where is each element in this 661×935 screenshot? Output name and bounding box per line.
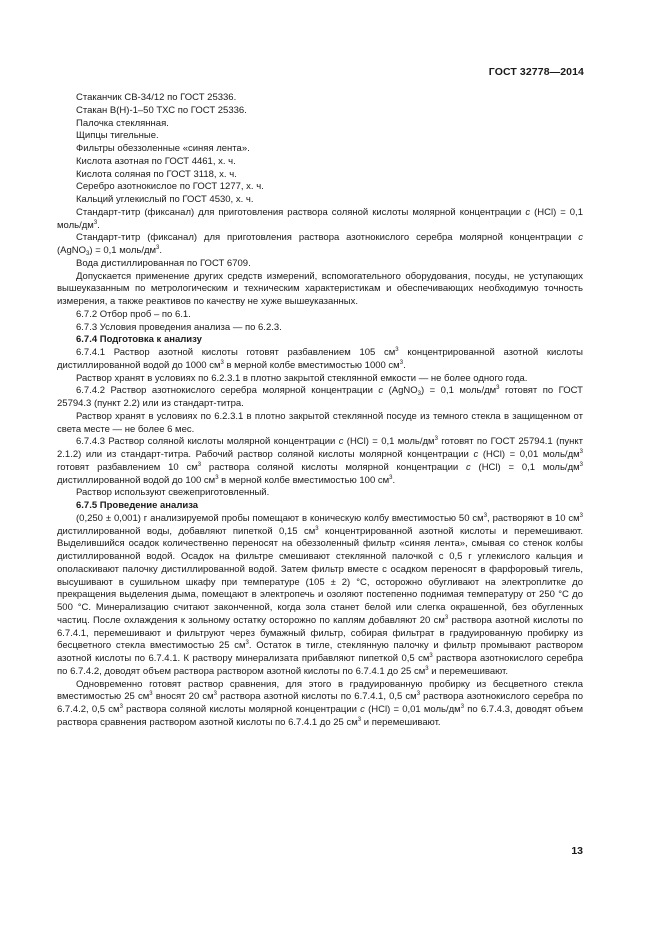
section-6-7-2: 6.7.2 Отбор проб – по 6.1. (76, 308, 191, 320)
storage-paragraph-1: Раствор хранят в условиях по 6.2.3.1 в плотно закрытой стеклянной емкости — не более одного года. (76, 372, 528, 384)
paragraph-6-7-4-2: 6.7.4.2 Раствор азотнокислого серебра молярной концентрации с (AgNO$_3$) = 0,1 моль/$дм^3$ готовят по ГОСТ 25794.3 (пункт 2.2) или из стандарт-титра. (57, 385, 583, 409)
document-body (57, 92, 583, 730)
paragraph-6-7-4-3: 6.7.4.3 Раствор соляной кислоты молярной концентрации с (HCl) = 0,1 моль/$дм^3$ готовят по ГОСТ 25794.1 (пункт 2.1.2) или из стандарт-титра. Рабочий раствор соляной кислоты молярной концентрации с (HCl) = 0,01 моль/$дм^3$ готовят разбавлением 10 $см^3$ раствора соляной кислоты молярной концентрации с (HCl) = 0,1 моль/$дм^3$ дистиллированной водой до 100 $см^3$ в мерной колбе вместимостью 100 $см^3$. (57, 436, 583, 486)
storage-paragraph-2: Раствор хранят в условиях по 6.2.3.1 в плотно закрытой стеклянной посуде из темного стекла в защищенном от света месте — не более 6 мес. (57, 410, 583, 435)
titr-agno3-paragraph: Стандарт-титр (фиксанал) для приготовления раствора азотнокислого серебра молярной концентрации с (AgNO$_3$) = 0,1 моль/$дм^3$. (57, 232, 583, 257)
equipment-item: Стакан В(Н)-1–50 ТХС по ГОСТ 25336. (76, 104, 247, 116)
allowance-paragraph: Допускается применение других средств измерений, вспомогательного оборудования, посуды, не уступающих вышеуказанным по метрологическим и техническим характеристикам и обеспечивающих необходимую точность измерения, а также реактивов по качеству не хуже вышеуказанных. (57, 270, 583, 307)
section-heading-6-7-5: 6.7.5 Проведение анализа (76, 500, 199, 511)
equipment-item: Щипцы тигельные. (76, 130, 159, 142)
standard-header: ГОСТ 32778—2014 (488, 66, 584, 78)
page-number: 13 (571, 845, 583, 857)
fresh-solution-note: Раствор используют свежеприготовленный. (76, 487, 270, 499)
equipment-item: Палочка стеклянная. (76, 117, 169, 129)
equipment-item: Фильтры обеззоленные «синяя лента». (76, 143, 250, 154)
equipment-item: Кальций углекислый по ГОСТ 4530, х. ч. (76, 194, 254, 205)
paragraph-analysis-procedure: (0,250 ± 0,001) г анализируемой пробы помещают в коническую колбу вместимостью 50 $см^3$, растворяют в 10 $см^3$ дистиллированной воды, добавляют пипеткой 0,15 $см^3$ концентрированной азотной кислоты и перемешивают. Выделившийся осадок количественно переносят на обеззоленный фильтр «синяя лента», смывая со стенок колбы дистиллированной водой. Осадок на фильтре смешивают стеклянной палочкой с 0,5 г углекислого кальция и ополаскивают палочку дистиллированной водой. Затем фильтр вместе с осадком переносят в фарфоровый тигель, высушивают в сушильном шкафу при температуре (105 ± 2) °С, осторожно обугливают на электроплитке до прекращения выделения дыма, помещают в электропечь и озоляют постепенно поднимая температуру от 250 °С до 500 °С. Минерализацию считают законченной, когда зола станет белой или слегка окрашенной, без обугленных частиц. После охлаждения к зольному остатку осторожно по каплям добавляют 20 $см^3$ раствора азотной кислоты по 6.7.4.1, перемешивают и фильтруют через бумажный фильтр, собирая фильтрат в градуированную пробирку из бесцветного стекла вместимостью 25 $см^3$. Остаток в тигле, стеклянную палочку и фильтр промывают раствором азотной кислоты по 6.7.4.1. К раствору минерализата прибавляют пипеткой 0,5 $см^3$ раствора азотнокислого серебра по 6.7.4.2, доводят объем раствора раствором азотной кислоты по 6.7.4.1 до 25 $см^3$ и перемешивают. (57, 512, 584, 677)
section-6-7-3: 6.7.3 Условия проведения анализа — по 6.2.3. (76, 321, 282, 333)
equipment-item: Серебро азотнокислое по ГОСТ 1277, х. ч. (76, 181, 264, 193)
equipment-item: Стаканчик СВ-34/12 по ГОСТ 25336. (76, 92, 237, 103)
equipment-item: Кислота соляная по ГОСТ 3118, х. ч. (76, 168, 237, 180)
section-heading-6-7-4: 6.7.4 Подготовка к анализу (76, 334, 202, 346)
water-item: Вода дистиллированная по ГОСТ 6709. (76, 257, 251, 269)
paragraph-comparison-solution: Одновременно готовят раствор сравнения, для этого в градуированную пробирку из бесцветного стекла вместимостью 25 $см^3$ вносят 20 $см^3$ раствора азотной кислоты по 6.7.4.1, 0,5 $см^3$ раствора азотнокислого серебра по 6.7.4.2, 0,5 $см^3$ раствора соляной кислоты молярной концентрации с (HCl) = 0,01 моль/$дм^3$ по 6.7.4.3, доводят объем раствора сравнения раствором азотной кислоты по 6.7.4.1 до 25 $см^3$ и перемешивают. (57, 678, 584, 728)
equipment-item: Кислота азотная по ГОСТ 4461, х. ч. (76, 155, 236, 167)
paragraph-6-7-4-1: 6.7.4.1 Раствор азотной кислоты готовят разбавлением 105 $см^3$ концентрированной азотной кислоты дистиллированной водой до 1000 $см^3$ в мерной колбе вместимостью 1000 $см^3$. (57, 347, 583, 371)
titr-hcl-paragraph: Стандарт-титр (фиксанал) для приготовления раствора соляной кислоты молярной концентрации с (HCl) = 0,1 моль/$дм^3$. (57, 206, 583, 231)
